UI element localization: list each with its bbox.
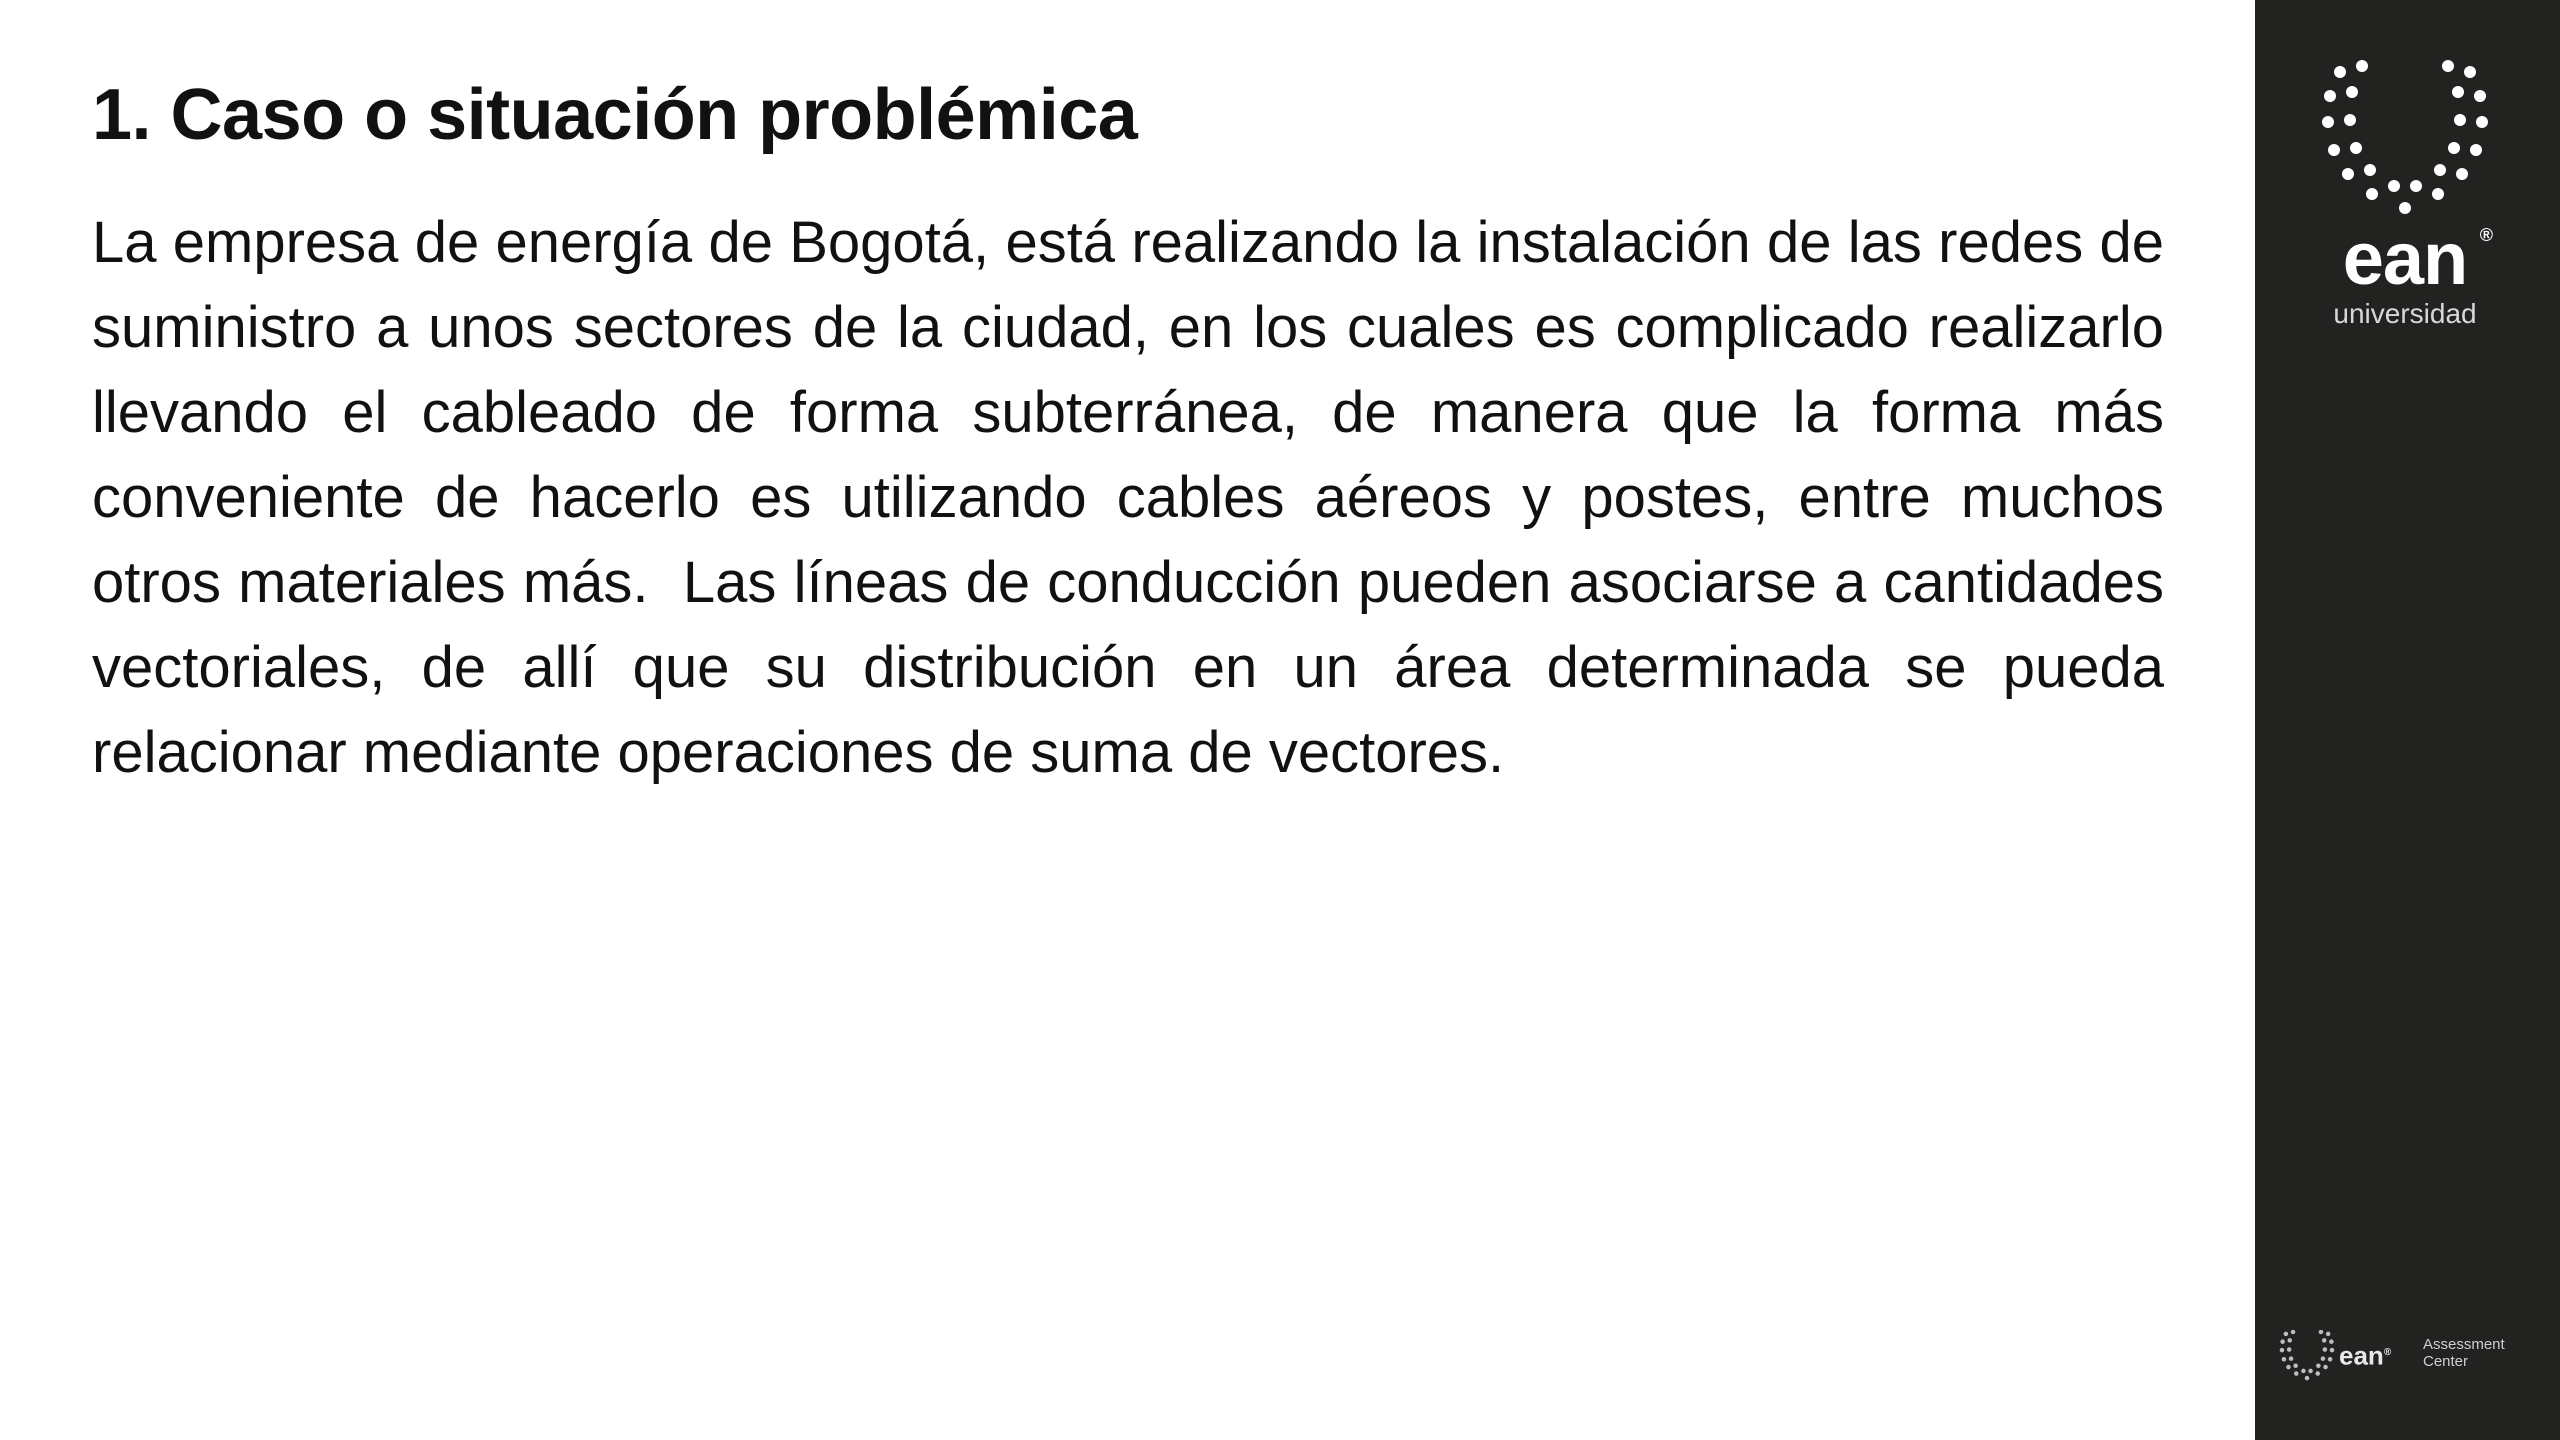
slide-title: 1. Caso o situación problémica xyxy=(92,75,1138,155)
ean-wordmark xyxy=(2310,217,2500,300)
slide-body-text: La empresa de energía de Bogotá, está realizando la instalación de las redes de suministro a unos sectores de la ciudad, en los cuales es complicado realizarlo llevando el cableado de forma subterránea, de manera que la forma más conveniente de hacerlo es utilizando cables aéreos y postes, entre muchos otros materiales más. Las líneas de conducción pueden asociarse a cantidades vectoriales, de allí que su distribución en un área determinada se pueda relacionar mediante operaciones de suma de vectores. xyxy=(92,210,2181,785)
logo-subtitle: universidad xyxy=(2333,298,2477,329)
ean-university-logo xyxy=(2310,60,2510,332)
slide-content xyxy=(92,60,2181,795)
assessment-label: Assessment xyxy=(2423,1336,2505,1353)
footer-registered-mark: ® xyxy=(2383,1347,2392,1358)
ean-wordmark-text: ean xyxy=(2342,217,2468,300)
assessment-center-logo xyxy=(2279,1330,2549,1386)
footer-ean-wordmark xyxy=(2339,1338,2391,1371)
ean-dot-arc-small-icon xyxy=(2279,1330,2335,1382)
footer-ean-text: ean xyxy=(2339,1340,2384,1371)
brand-sidebar xyxy=(2255,0,2560,1440)
assessment-center-label xyxy=(2423,1336,2543,1370)
center-label: Center xyxy=(2423,1353,2469,1370)
registered-mark: ® xyxy=(2479,225,2492,245)
ean-dot-arc-logo-icon xyxy=(2320,60,2490,220)
